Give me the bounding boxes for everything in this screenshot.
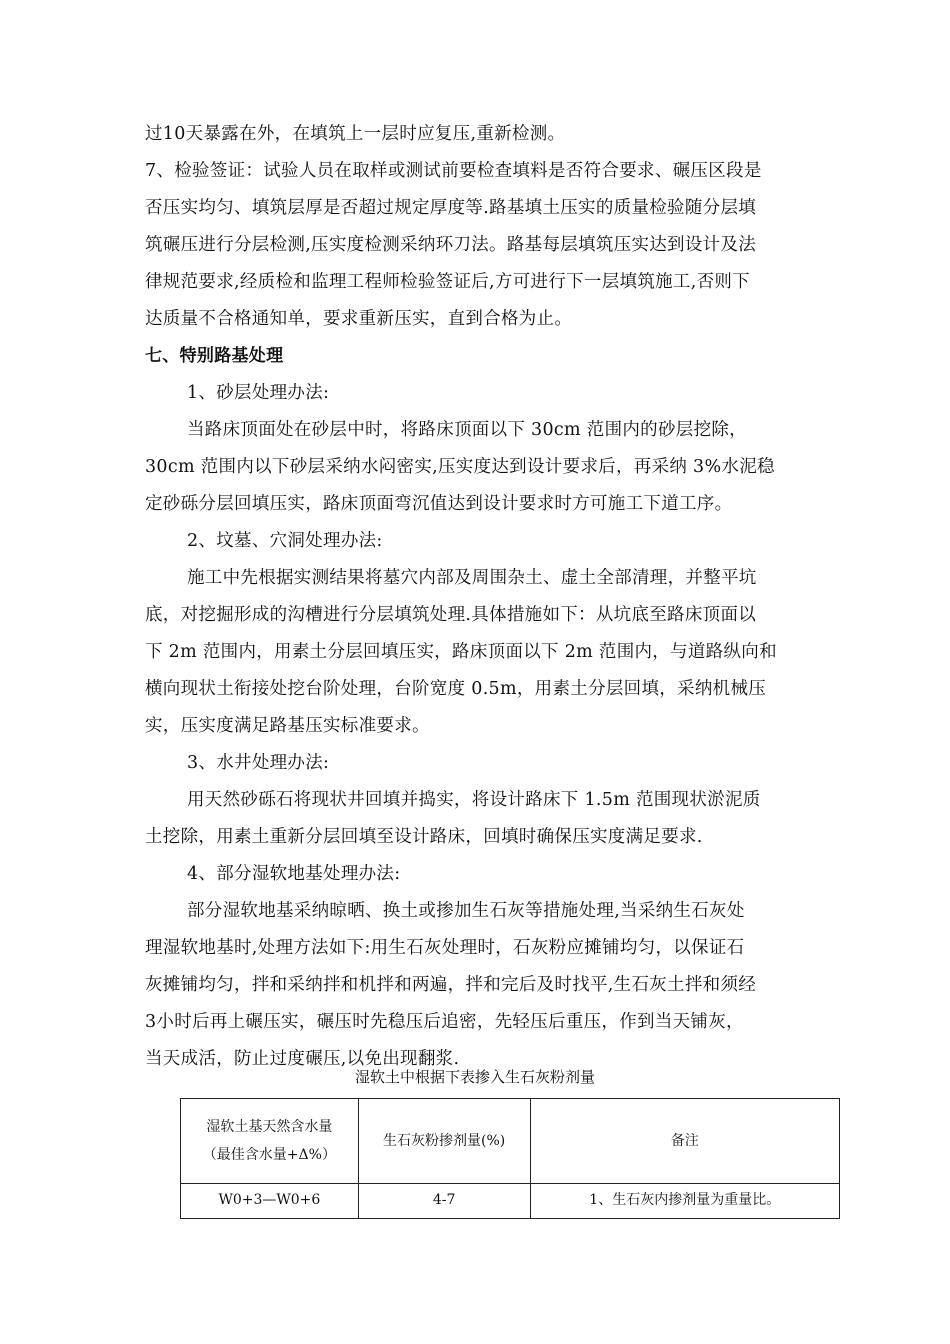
paragraph-line: 横向现状土衔接处挖台阶处理，台阶宽度 0.5m，用素土分层回填，采纳机械压 [145,679,767,699]
cell-remarks: 1、生石灰内掺剂量为重量比。 [530,1184,840,1219]
lime-dosage-table [180,1098,840,1219]
paragraph-line: 达质量不合格通知单，要求重新压实，直到合格为止。 [145,309,573,329]
subsection-heading: 3、水井处理办法: [187,753,330,773]
section-heading: 七、特别路基处理 [145,346,284,366]
subsection-heading: 4、部分湿软地基处理办法: [187,864,401,884]
subsection-heading: 2、坟墓、穴洞处理办法: [187,531,383,551]
paragraph-line: 土挖除，用素土重新分层回填至设计路床，回填时确保压实度满足要求. [145,827,703,847]
paragraph-line: 3小时后再上碾压实，碾压时先稳压后追密，先轻压后重压，作到当天铺灰， [145,1012,744,1032]
cell-dosage: 4-7 [358,1184,530,1219]
paragraph-line: 用天然砂砾石将现状井回填并捣实，将设计路床下 1.5m 范围现状淤泥质 [187,790,761,810]
paragraph-line: 定砂砾分层回填压实，路床顶面弯沉值达到设计要求时方可施工下道工序。 [145,494,733,514]
header-moisture-line1: 湿软土基天然含水量 [206,1119,333,1135]
paragraph-line: 下 2m 范围内，用素土分层回填压实，路床顶面以下 2m 范围内，与道路纵向和 [145,642,777,662]
paragraph-line: 过10天暴露在外，在填筑上一层时应复压,重新检测。 [145,124,566,144]
paragraph-line: 7、检验签证：试验人员在取样或测试前要检查填料是否符合要求、碾压区段是 [145,161,762,181]
header-moisture-line2: （最佳含水量+Δ%） [202,1147,336,1163]
paragraph-line: 当天成活，防止过度碾压,以免出现翻浆. [145,1049,460,1069]
paragraph-line: 筑碾压进行分层检测,压实度检测采纳环刀法。路基每层填筑压实达到设计及法 [145,235,757,255]
paragraph-line: 30cm 范围内以下砂层采纳水闷密实,压实度达到设计要求后，再采纳 3%水泥稳 [145,457,775,477]
table-header-row [181,1099,840,1184]
paragraph-line: 律规范要求,经质检和监理工程师检验签证后,方可进行下一层填筑施工,否则下 [145,272,750,292]
paragraph-line: 部分湿软地基采纳晾晒、换土或掺加生石灰等措施处理,当采纳生石灰处 [187,901,745,921]
table-row [181,1184,840,1219]
paragraph-line: 当路床顶面处在砂层中时，将路床顶面以下 30cm 范围内的砂层挖除， [187,420,747,440]
header-cell-moisture [181,1099,359,1184]
paragraph-line: 否压实均匀、填筑层厚是否超过规定厚度等.路基填土压实的质量检验随分层填 [145,198,757,218]
header-cell-dosage: 生石灰粉掺剂量(%) [358,1099,530,1184]
paragraph-line: 施工中先根据实测结果将墓穴内部及周围杂土、虚土全部清理，并整平坑 [187,568,757,588]
paragraph-line: 理湿软地基时,处理方法如下:用生石灰处理时，石灰粉应摊铺均匀，以保证石 [145,938,745,958]
paragraph-line: 实，压实度满足路基压实标准要求。 [145,716,430,736]
paragraph-line: 底，对挖掘形成的沟槽进行分层填筑处理.具体措施如下：从坑底至路床顶面以 [145,605,757,625]
subsection-heading: 1、砂层处理办法: [187,383,330,403]
table-caption: 湿软土中根据下表掺入生石灰粉剂量 [354,1068,595,1086]
cell-moisture: W0+3—W0+6 [181,1184,359,1219]
header-cell-remarks: 备注 [530,1099,840,1184]
paragraph-line: 灰摊铺均匀，拌和采纳拌和机拌和两遍，拌和完后及时找平,生石灰土拌和须经 [145,975,757,995]
